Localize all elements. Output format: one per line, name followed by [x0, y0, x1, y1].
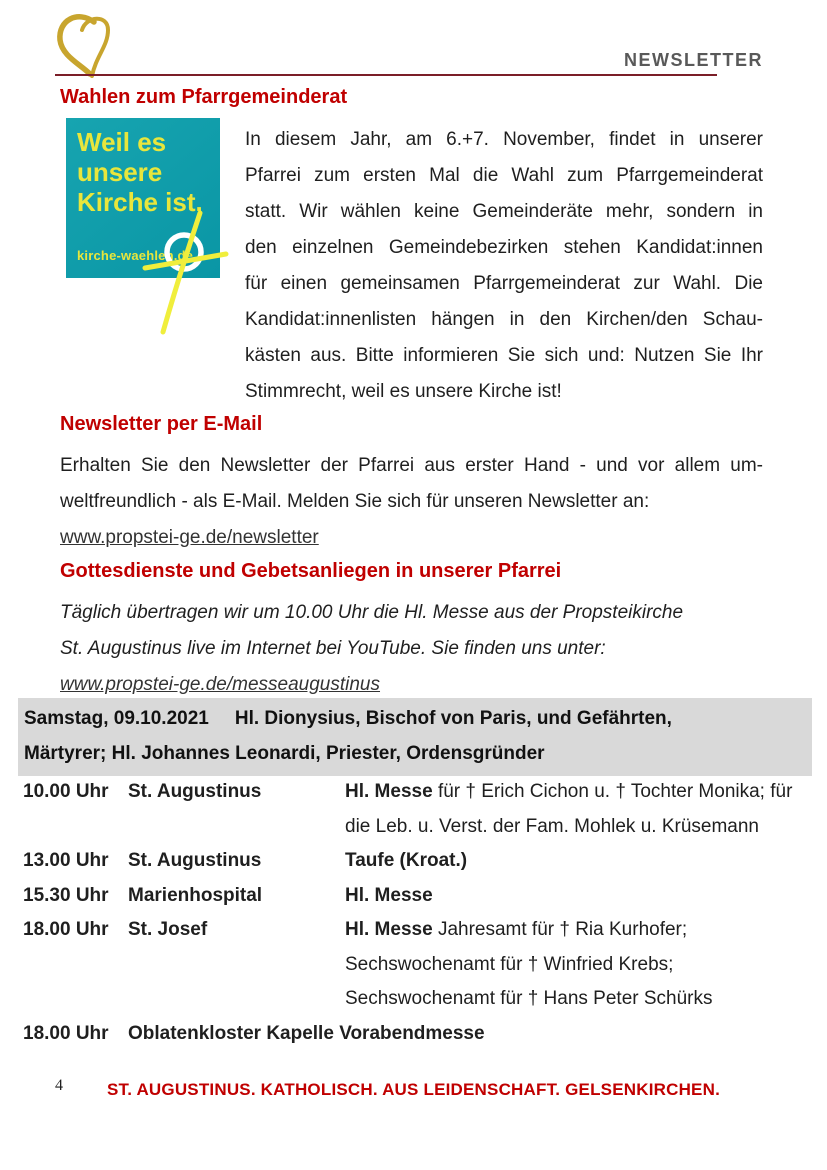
poster-headline-line: Kirche ist. [77, 187, 203, 217]
poster-headline-line: unsere [77, 157, 163, 187]
footer-motto: ST. AUGUSTINUS. KATHOLISCH. AUS LEIDENSCHAFT. GELSENKIRCHEN. [106, 1080, 720, 1099]
service-title: Hl. Messe [345, 919, 433, 940]
time-cell: 18.00 Uhr [23, 1022, 109, 1044]
time-cell: 15.30 Uhr [23, 884, 109, 906]
schedule-row [0, 879, 812, 914]
poster-headline-line: Weil es [77, 127, 167, 157]
schedule-row [0, 1017, 812, 1052]
service-title: Vorabendmesse [339, 1022, 485, 1044]
paragraph-line: für einen gemeinsamen Pfarrgemeinderat zur Wahl. Die [245, 273, 763, 294]
newsletter-signup-link[interactable]: www.propstei-ge.de/newsletter [60, 527, 319, 548]
paragraph-line: Kandidat:innenlisten hängen in den Kirchen/den Schau- [245, 309, 763, 330]
newsletter-paragraph [60, 448, 763, 556]
description-cell [345, 844, 812, 879]
paragraph-line: den einzelnen Gemeindebezirken stehen Kandidat:innen [245, 237, 763, 258]
gottesdienste-paragraph [60, 595, 763, 703]
day-banner [18, 698, 812, 776]
newsletter-label: NEWSLETTER [624, 50, 763, 70]
paragraph-line: weltfreundlich - als E-Mail. Melden Sie sich für unseren Newsletter an: [60, 491, 650, 512]
time-cell: 18.00 Uhr [23, 919, 109, 940]
location-cell: Oblatenkloster Kapelle [128, 1022, 334, 1044]
description-cell [345, 879, 812, 914]
footer-page-number: 4 [55, 1077, 63, 1094]
paragraph-line: St. Augustinus live im Internet bei YouTube. Sie finden uns unter: [60, 638, 606, 659]
time-cell: 13.00 Uhr [23, 850, 109, 871]
paragraph-line: Stimmrecht, weil es unsere Kirche ist! [245, 381, 562, 402]
day-banner-date: Samstag, 09.10.2021 [24, 708, 209, 729]
poster-url: kirche-waehlen.de [77, 248, 194, 263]
location-cell: St. Augustinus [128, 781, 262, 802]
campaign-poster [66, 118, 220, 278]
section-heading-newsletter: Newsletter per E-Mail [60, 413, 263, 435]
day-banner-saints: Hl. Dionysius, Bischof von Paris, und Gefährten, [234, 708, 672, 729]
day-banner-line [24, 701, 802, 736]
wahlen-paragraph [245, 122, 763, 410]
location-cell: St. Augustinus [128, 850, 262, 871]
mass-stream-link[interactable]: www.propstei-ge.de/messeaugustinus [60, 674, 381, 695]
description-cell [345, 913, 812, 1017]
header-rule [55, 74, 717, 76]
schedule-row [0, 844, 812, 879]
paragraph-line: Täglich übertragen wir um 10.00 Uhr die Hl. Messe aus der Propsteikirche [60, 602, 684, 623]
day-banner-line: Märtyrer; Hl. Johannes Leonardi, Priester, Ordensgründer [24, 743, 545, 764]
service-detail: Jahresamt für † Ria Kurhofer; Sechswochenamt für † Winfried Krebs; Sechswochenamt für † Hans Peter Schürks [345, 919, 713, 1009]
heart-logo-icon [52, 12, 116, 83]
schedule-row [0, 775, 812, 844]
ballot-cross-icon [66, 118, 220, 278]
section-heading-gottesdienste: Gottesdienste und Gebetsanliegen in unserer Pfarrei [60, 560, 562, 582]
description-cell [345, 775, 812, 844]
paragraph-line: kästen aus. Bitte informieren Sie sich und: Nutzen Sie Ihr [245, 345, 763, 366]
paragraph-line: Erhalten Sie den Newsletter der Pfarrei aus erster Hand - und vor allem um- [60, 455, 763, 476]
location-cell: St. Josef [128, 919, 208, 940]
service-title: Taufe (Kroat.) [345, 850, 468, 871]
section-heading-wahlen: Wahlen zum Pfarrgemeinderat [60, 86, 348, 108]
paragraph-line: In diesem Jahr, am 6.+7. November, findet in unserer [245, 129, 763, 150]
schedule-row [0, 913, 812, 1017]
location-cell: Marienhospital [128, 884, 263, 906]
service-detail: für † Erich Cichon u. † Tochter Monika; für die Leb. u. Verst. der Fam. Mohlek u. Krüsemann [345, 781, 793, 837]
time-cell: 10.00 Uhr [23, 781, 109, 802]
paragraph-line: Pfarrei zum ersten Mal die Wahl zum Pfarrgemeinderat [245, 165, 763, 186]
mass-schedule [0, 775, 812, 1051]
service-title: Hl. Messe [345, 781, 433, 802]
description-cell [128, 1017, 812, 1052]
service-title: Hl. Messe [345, 884, 433, 906]
paragraph-line: statt. Wir wählen keine Gemeinderäte mehr, sondern in [245, 201, 763, 222]
